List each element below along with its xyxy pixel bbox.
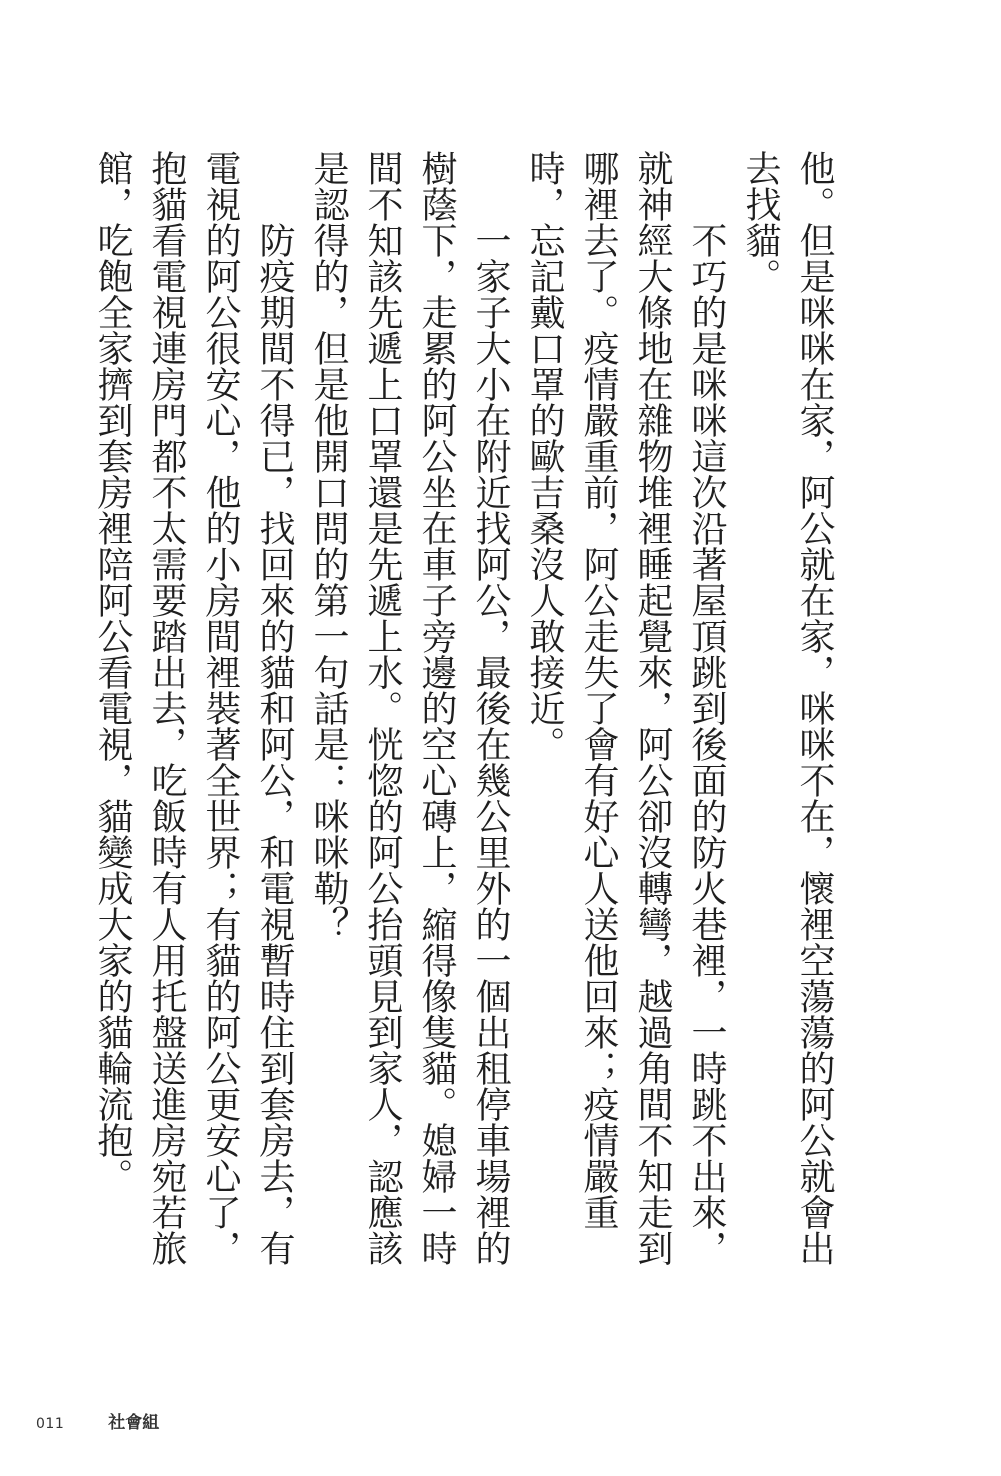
paragraph-1: 他。但是咪咪在家，阿公就在家，咪咪不在，懷裡空蕩蕩的阿公就會出去找貓。 <box>740 150 835 1266</box>
vertical-text-body <box>85 150 841 1280</box>
section-name: 社會組 <box>108 1413 160 1433</box>
page-footer <box>36 1408 159 1433</box>
paragraph-3: 一家子大小在附近找阿公，最後在幾公里外的一個出租停車場裡的樹蔭下，走累的阿公坐在車子旁邊的空心磚上，縮得像隻貓。媳婦一時間不知該先遞上口罩還是先遞上水。恍惚的阿公抬頭見到家人，認應該是認得的，但是他開口問的第一句話是：咪咪勒？ <box>308 150 511 1266</box>
paragraph-4: 防疫期間不得已，找回來的貓和阿公，和電視暫時住到套房去，有電視的阿公很安心，他的小房間裡裝著全世界；有貓的阿公更安心了，抱貓看電視連房門都不太需要踏出去，吃飯時有人用托盤送進房宛若旅館，吃飽全家擠到套房裡陪阿公看電視，貓變成大家的貓輪流抱。 <box>92 150 295 1266</box>
page-number: 011 <box>36 1416 65 1432</box>
paragraph-2: 不巧的是咪咪這次沿著屋頂跳到後面的防火巷裡，一時跳不出來，就神經大條地在雜物堆裡睡起覺來，阿公卻沒轉彎，越過角間不知走到哪裡去了。疫情嚴重前，阿公走失了會有好心人送他回來；疫情嚴重時，忘記戴口罩的歐吉桑沒人敢接近。 <box>524 150 727 1266</box>
